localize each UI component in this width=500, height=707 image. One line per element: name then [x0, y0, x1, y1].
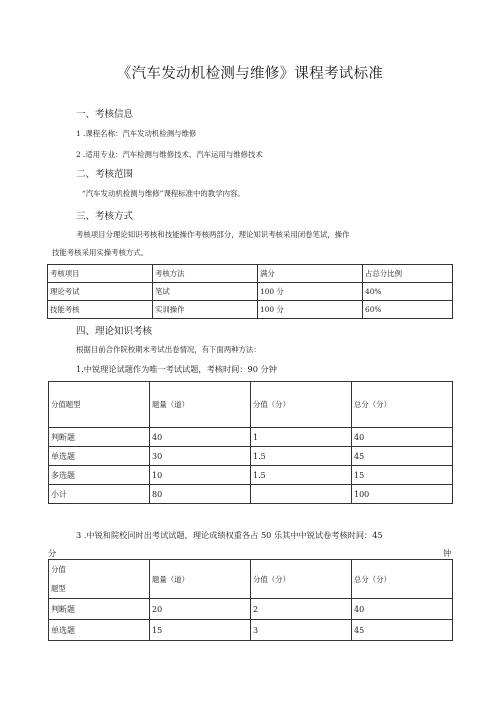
header-type-label: 题型 — [51, 584, 66, 593]
table-row — [49, 466, 453, 485]
table-header-row — [49, 382, 453, 428]
table-cell: 100 分 — [258, 301, 363, 319]
method-text-line1: 考核项目分理论知识考核和技能操作考核两部分，理论知识考核采用闭卷笔试，操作 — [76, 230, 350, 239]
method-3-cont-left: 分 — [48, 548, 57, 558]
section-heading-assessment-method: 三、考核方式 — [76, 211, 134, 222]
table-cell: 判断题 — [49, 599, 150, 620]
method-3-cont-right: 钟 — [443, 548, 452, 558]
table-cell: 单选题 — [49, 620, 150, 641]
table-cell: 技能考核 — [48, 301, 153, 319]
table-header-cell: 分值（分） — [251, 560, 352, 599]
table-cell: 1.5 — [251, 466, 352, 485]
table-cell — [251, 485, 352, 504]
table-header-cell: 考核项目 — [48, 265, 153, 283]
table-row — [49, 428, 453, 447]
table-row — [49, 447, 453, 466]
table-cell: 40 — [352, 428, 453, 447]
table-cell: 10 — [150, 466, 251, 485]
document-title: 《汽车发动机检测与维修》课程考试标准 — [116, 66, 384, 82]
method-text-line2: 技能考核采用实操考核方式。 — [52, 248, 149, 257]
table-row — [49, 485, 453, 504]
table-cell: 40 — [352, 599, 453, 620]
table-cell: 45 — [352, 620, 453, 641]
table-cell: 15 — [150, 620, 251, 641]
theory-intro: 根据目前合作院校期末考试出卷情况，有下面两种方法： — [76, 345, 261, 354]
table-header-cell: 满分 — [258, 265, 363, 283]
method-1-line: 1.中锐理论试题作为唯一考试试题，考核时间：90 分钟 — [76, 364, 277, 374]
scope-text: “汽车发动机检测与维修”课程标准中的教学内容。 — [82, 189, 245, 198]
table-header-cell: 分值（分） — [251, 382, 352, 428]
table-header-cell: 题量（道） — [150, 382, 251, 428]
table-header-cell: 考核方法 — [153, 265, 258, 283]
table-header-cell: 总分（分） — [352, 382, 453, 428]
table-cell: 实训操作 — [153, 301, 258, 319]
table-header-cell: 占总分比例 — [363, 265, 453, 283]
table-cell: 1 — [251, 428, 352, 447]
table-cell: 40% — [363, 283, 453, 301]
method-3-line: 3 .中锐和院校同时出考试试题，理论成绩权重各占 50 乐其中中锐试卷考核时间：45 — [76, 530, 383, 540]
header-score-label: 分值 — [51, 565, 66, 574]
section-heading-assessment-info: 一、考核信息 — [76, 109, 134, 120]
table-row — [49, 620, 453, 641]
table-header-cell: 题量（道） — [150, 560, 251, 599]
table-cell: 30 — [150, 447, 251, 466]
table-row — [49, 599, 453, 620]
table-header-cell: 分值题型 — [49, 382, 150, 428]
table-cell: 100 分 — [258, 283, 363, 301]
table-header-cell: 总分（分） — [352, 560, 453, 599]
table-cell: 笔试 — [153, 283, 258, 301]
table-cell: 45 — [352, 447, 453, 466]
assessment-method-table — [47, 264, 453, 319]
table-cell: 100 — [352, 485, 453, 504]
table-cell: 2 — [251, 599, 352, 620]
table-cell: 1.5 — [251, 447, 352, 466]
table-row — [48, 301, 453, 319]
table-cell: 单选题 — [49, 447, 150, 466]
table-header-row — [48, 265, 453, 283]
table-cell: 80 — [150, 485, 251, 504]
table-header-cell — [49, 560, 150, 599]
table-cell: 20 — [150, 599, 251, 620]
question-score-table-2 — [48, 559, 453, 641]
applicable-major-line: 2 .适用专业：汽车检测与维修技术、汽车运用与维修技术 — [76, 150, 263, 159]
table-cell: 3 — [251, 620, 352, 641]
section-heading-theory-assessment: 四、理论知识考核 — [76, 326, 153, 337]
table-cell: 40 — [150, 428, 251, 447]
table-header-row — [49, 560, 453, 599]
table-row — [48, 283, 453, 301]
table-cell: 60% — [363, 301, 453, 319]
table-cell: 小计 — [49, 485, 150, 504]
section-heading-assessment-scope: 二、考核范围 — [76, 169, 134, 180]
table-cell: 理论考试 — [48, 283, 153, 301]
table-cell: 15 — [352, 466, 453, 485]
table-cell: 判断题 — [49, 428, 150, 447]
question-score-table-1 — [48, 381, 453, 504]
table-cell: 多选题 — [49, 466, 150, 485]
course-name-line: 1 .课程名称：汽车发动机检测与维修 — [76, 129, 197, 138]
